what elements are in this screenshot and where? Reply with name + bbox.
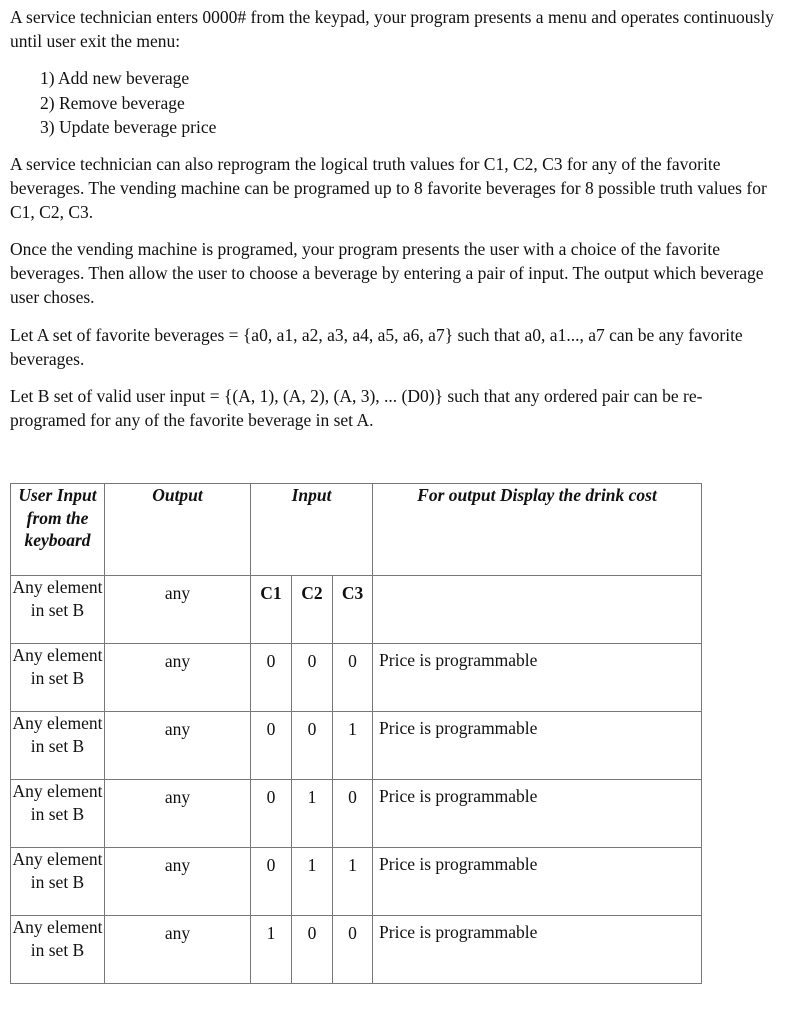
cell-c2: 0 xyxy=(292,712,333,780)
header-input: Input xyxy=(251,484,373,576)
menu-item-add: 1) Add new beverage xyxy=(40,68,190,88)
table-header-row xyxy=(11,484,702,576)
choice-paragraph: Once the vending machine is programed, your program presents the user with a choice of the favorite beverages. Then allow the user to choose a beverage by entering a pair of input. The output which beverage user choses. xyxy=(10,239,764,307)
cell-cost: Price is programmable xyxy=(373,916,702,984)
set-b-paragraph: Let B set of valid user input = {(A, 1), (A, 2), (A, 3), ... (D0)} such that any ordered pair can be re-programed for any of the favorite beverage in set A. xyxy=(10,386,703,430)
table-row xyxy=(11,916,702,984)
set-a-paragraph: Let A set of favorite beverages = {a0, a1, a2, a3, a4, a5, a6, a7} such that a0, a1..., a7 can be any favorite beverages. xyxy=(10,325,743,369)
cell-user-input: Any element in set B xyxy=(11,780,105,848)
cell-c3: 0 xyxy=(333,916,373,984)
cell-cost: Price is programmable xyxy=(373,644,702,712)
cell-user-input: Any element in set B xyxy=(11,712,105,780)
cell-c2: 1 xyxy=(292,780,333,848)
table-row xyxy=(11,780,702,848)
cell-c2: 0 xyxy=(292,644,333,712)
header-output: Output xyxy=(105,484,251,576)
cell-user-input: Any element in set B xyxy=(11,916,105,984)
cell-user-input: Any element in set B xyxy=(11,848,105,916)
cell-cost: Price is programmable xyxy=(373,712,702,780)
cell-cost: Price is programmable xyxy=(373,848,702,916)
header-user-input: User Input from the keyboard xyxy=(11,484,105,576)
cell-c1: 1 xyxy=(251,916,292,984)
cell-output: any xyxy=(105,712,251,780)
intro-paragraph: A service technician enters 0000# from the keypad, your program presents a menu and operates continuously until user exit the menu: xyxy=(10,7,774,51)
cell-c3: C3 xyxy=(333,576,373,644)
table-row xyxy=(11,712,702,780)
cell-user-input: Any element in set B xyxy=(11,576,105,644)
header-cost: For output Display the drink cost xyxy=(373,484,702,576)
beverage-truth-table xyxy=(10,483,702,984)
technician-menu xyxy=(40,66,216,140)
cell-cost: Price is programmable xyxy=(373,780,702,848)
cell-c1: 0 xyxy=(251,712,292,780)
table-row xyxy=(11,848,702,916)
cell-output: any xyxy=(105,644,251,712)
cell-c1: C1 xyxy=(251,576,292,644)
cell-c1: 0 xyxy=(251,644,292,712)
table-row xyxy=(11,644,702,712)
cell-output: any xyxy=(105,916,251,984)
reprogram-paragraph: A service technician can also reprogram the logical truth values for C1, C2, C3 for any of the favorite beverages. The vending machine can be programed up to 8 favorite beverages for 8 possible truth values for C1, C2, C3. xyxy=(10,154,767,222)
menu-item-update: 3) Update beverage price xyxy=(40,117,217,137)
cell-output: any xyxy=(105,848,251,916)
cell-output: any xyxy=(105,780,251,848)
cell-c3: 0 xyxy=(333,644,373,712)
cell-output: any xyxy=(105,576,251,644)
cell-c3: 1 xyxy=(333,848,373,916)
table-row xyxy=(11,576,702,644)
cell-c3: 0 xyxy=(333,780,373,848)
cell-user-input: Any element in set B xyxy=(11,644,105,712)
cell-c3: 1 xyxy=(333,712,373,780)
cell-c2: 0 xyxy=(292,916,333,984)
cell-c1: 0 xyxy=(251,848,292,916)
cell-cost xyxy=(373,576,702,644)
menu-item-remove: 2) Remove beverage xyxy=(40,92,185,113)
cell-c1: 0 xyxy=(251,780,292,848)
cell-c2: C2 xyxy=(292,576,333,644)
cell-c2: 1 xyxy=(292,848,333,916)
